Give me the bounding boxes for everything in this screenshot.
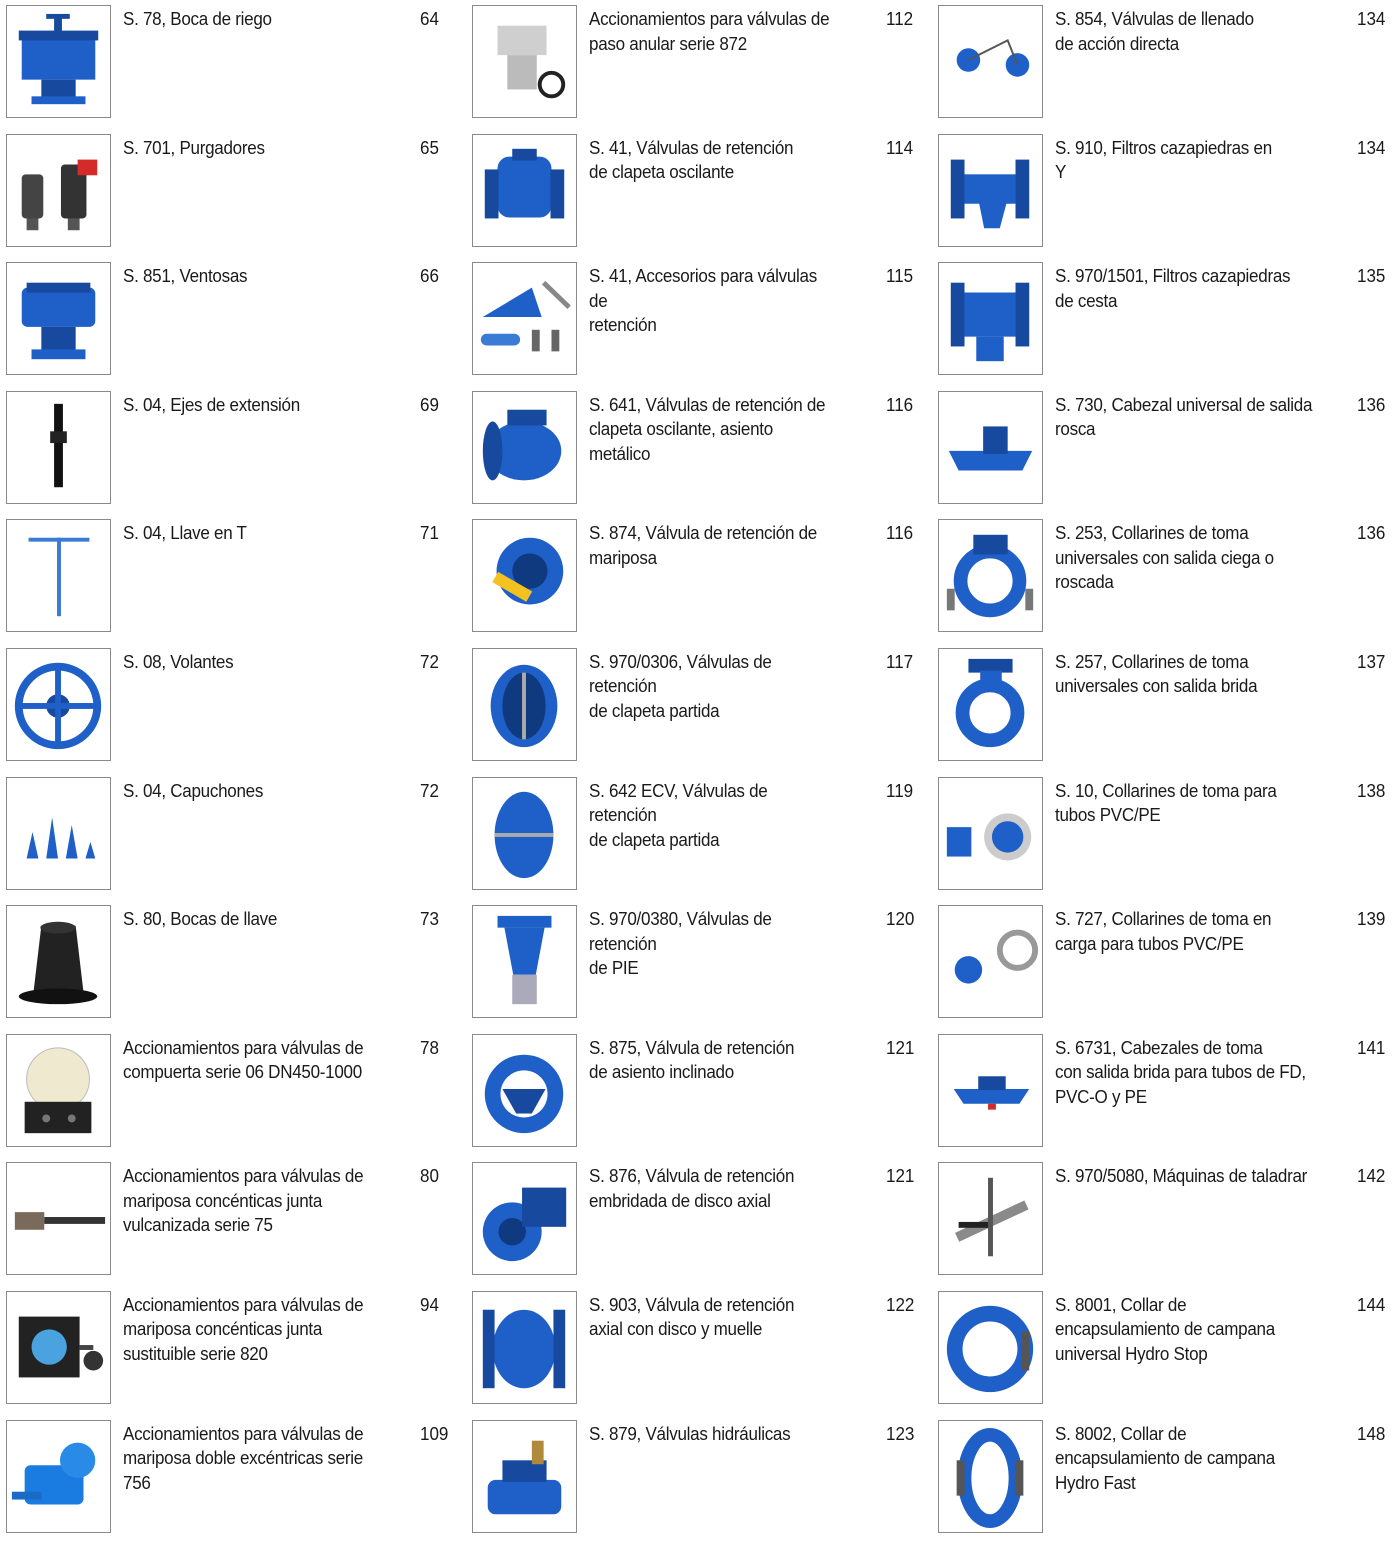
- page-number: 136: [1357, 522, 1386, 544]
- entry-title: S. 10, Collarines de toma para tubos PVC/PE: [1055, 779, 1277, 826]
- index-entry[interactable]: [0, 134, 466, 263]
- index-entry[interactable]: [932, 262, 1399, 391]
- page-number: 73: [420, 908, 439, 930]
- product-thumbnail: [472, 5, 577, 118]
- entry-title: Accionamientos para válvulas de paso anular serie 872: [589, 8, 830, 54]
- product-thumbnail: [472, 262, 577, 375]
- hydro-fast-clamp-icon: [939, 1421, 1042, 1532]
- pvc-saddle-icon: [939, 778, 1042, 889]
- spring-check-valve-icon: [473, 1292, 576, 1403]
- page-number: 139: [1357, 908, 1386, 930]
- index-entry[interactable]: [466, 519, 932, 648]
- product-thumbnail: [472, 905, 577, 1018]
- index-entry[interactable]: [0, 262, 466, 391]
- index-entry[interactable]: [466, 5, 932, 134]
- page-number: 123: [886, 1422, 915, 1444]
- metal-seat-check-valve-icon: [473, 392, 576, 503]
- entry-title: S. 730, Cabezal universal de salida rosca: [1055, 393, 1313, 440]
- page-number: 115: [886, 265, 914, 287]
- page-number: 134: [1357, 8, 1386, 29]
- page-number: 138: [1357, 779, 1386, 801]
- product-thumbnail: [938, 1034, 1043, 1147]
- product-thumbnail: [938, 1420, 1043, 1533]
- index-entry[interactable]: [0, 1420, 466, 1548]
- entry-title: Accionamientos para válvulas de compuerta serie 06 DN450-1000: [123, 1036, 364, 1083]
- product-thumbnail: [6, 777, 111, 890]
- entry-title: S. 875, Válvula de retención de asiento inclinado: [589, 1036, 795, 1083]
- air-purger-icon: [7, 135, 110, 246]
- hydrant-box-icon: [7, 6, 110, 117]
- tapping-saddle-icon: [939, 520, 1042, 631]
- product-thumbnail: [472, 134, 577, 247]
- flanged-tapping-head-icon: [939, 1035, 1042, 1146]
- page-number: 66: [420, 265, 439, 287]
- product-thumbnail: [6, 5, 111, 118]
- page-number: 72: [420, 779, 439, 801]
- entry-title: S. 80, Bocas de llave: [123, 908, 278, 930]
- index-entry[interactable]: [466, 777, 932, 906]
- index-entry[interactable]: [466, 1420, 932, 1548]
- product-thumbnail: [472, 1291, 577, 1404]
- page-number: 119: [886, 779, 914, 801]
- entry-title: S. 970/1501, Filtros cazapiedras de cesta: [1055, 265, 1291, 311]
- page-number: 64: [420, 8, 439, 29]
- entry-title: S. 641, Válvulas de retención de clapeta oscilante, asiento metálico: [589, 393, 826, 464]
- entry-title: S. 642 ECV, Válvulas de retención de clapeta partida: [589, 779, 768, 850]
- entry-title: S. 910, Filtros cazapiedras en Y: [1055, 136, 1272, 183]
- tilted-disc-check-valve-icon: [473, 1035, 576, 1146]
- page-number: 144: [1357, 1293, 1386, 1315]
- entry-title: S. 851, Ventosas: [123, 265, 248, 287]
- product-thumbnail: [938, 262, 1043, 375]
- extension-spindle-icon: [7, 392, 110, 503]
- page-number: 135: [1357, 265, 1386, 287]
- entry-title: S. 04, Ejes de extensión: [123, 393, 300, 415]
- index-entry[interactable]: [932, 519, 1399, 648]
- entry-title: S. 8002, Collar de encapsulamiento de campana Hydro Fast: [1055, 1422, 1275, 1493]
- entry-title: S. 701, Purgadores: [123, 136, 265, 158]
- butterfly-check-valve-icon: [473, 520, 576, 631]
- worm-gear-actuator-icon: [7, 1421, 110, 1532]
- product-thumbnail: [472, 777, 577, 890]
- product-thumbnail: [472, 648, 577, 761]
- entry-title: S. 879, Válvulas hidráulicas: [589, 1422, 791, 1444]
- page-number: 121: [886, 1036, 915, 1058]
- product-thumbnail: [938, 519, 1043, 632]
- page-number: 65: [420, 136, 439, 158]
- product-thumbnail: [6, 1291, 111, 1404]
- entry-title: S. 854, Válvulas de llenado de acción directa: [1055, 8, 1254, 54]
- index-entry[interactable]: [0, 905, 466, 1034]
- entry-title: S. 04, Llave en T: [123, 522, 247, 544]
- caps-icon: [7, 778, 110, 889]
- index-entry[interactable]: [0, 1291, 466, 1420]
- page-number: 114: [886, 136, 914, 158]
- page-number: 136: [1357, 393, 1386, 415]
- entry-title: S. 8001, Collar de encapsulamiento de campana universal Hydro Stop: [1055, 1293, 1275, 1364]
- entry-title: S. 41, Válvulas de retención de clapeta oscilante: [589, 136, 794, 183]
- dual-plate-check-valve-icon: [473, 649, 576, 760]
- page-number: 122: [886, 1293, 915, 1315]
- axial-disc-check-valve-icon: [473, 1163, 576, 1274]
- electric-actuator-icon: [473, 6, 576, 117]
- product-thumbnail: [6, 905, 111, 1018]
- page-number: 134: [1357, 136, 1386, 158]
- product-thumbnail: [6, 1420, 111, 1533]
- entry-title: S. 970/0380, Válvulas de retención de PIE: [589, 908, 772, 979]
- product-thumbnail: [6, 391, 111, 504]
- index-entry[interactable]: [932, 777, 1399, 906]
- page-number: 116: [886, 522, 914, 544]
- page-number: 72: [420, 650, 439, 672]
- drilling-machine-icon: [939, 1163, 1042, 1274]
- y-strainer-icon: [939, 135, 1042, 246]
- page-number: 148: [1357, 1422, 1386, 1444]
- gearbox-actuator-icon: [7, 1035, 110, 1146]
- page-number: 80: [420, 1165, 439, 1187]
- entry-title: S. 727, Collarines de toma en carga para tubos PVC/PE: [1055, 908, 1272, 954]
- foot-valve-icon: [473, 906, 576, 1017]
- index-entry[interactable]: [0, 5, 466, 134]
- wafer-check-valve-icon: [473, 778, 576, 889]
- product-thumbnail: [938, 134, 1043, 247]
- page-number: 121: [886, 1165, 915, 1187]
- page-number: 141: [1357, 1036, 1386, 1058]
- product-thumbnail: [6, 648, 111, 761]
- entry-title: S. 970/0306, Válvulas de retención de clapeta partida: [589, 650, 772, 721]
- product-thumbnail: [6, 134, 111, 247]
- page-number: 117: [886, 650, 914, 672]
- handwheel-icon: [7, 649, 110, 760]
- index-entry[interactable]: [466, 391, 932, 520]
- product-thumbnail: [472, 1420, 577, 1533]
- page-number: 109: [420, 1422, 449, 1444]
- product-thumbnail: [938, 1162, 1043, 1275]
- product-thumbnail: [6, 262, 111, 375]
- index-entry[interactable]: [0, 777, 466, 906]
- pressure-saddle-icon: [939, 906, 1042, 1017]
- product-thumbnail: [472, 1034, 577, 1147]
- hydraulic-valve-icon: [473, 1421, 576, 1532]
- index-entry[interactable]: [466, 262, 932, 391]
- index-entry[interactable]: [466, 648, 932, 777]
- index-entry[interactable]: [466, 1162, 932, 1291]
- product-thumbnail: [472, 1162, 577, 1275]
- index-entry[interactable]: [466, 1034, 932, 1163]
- t-key-icon: [7, 520, 110, 631]
- index-entry[interactable]: [932, 1420, 1399, 1548]
- page-number: 69: [420, 393, 439, 415]
- product-thumbnail: [938, 5, 1043, 118]
- index-entry[interactable]: [0, 1034, 466, 1163]
- page-number: 71: [420, 522, 439, 544]
- index-entry[interactable]: [932, 905, 1399, 1034]
- bell-joint-clamp-icon: [939, 1292, 1042, 1403]
- index-entry[interactable]: [0, 519, 466, 648]
- entry-title: S. 04, Capuchones: [123, 779, 264, 801]
- entry-title: S. 970/5080, Máquinas de taladrar: [1055, 1165, 1308, 1187]
- tapping-head-icon: [939, 392, 1042, 503]
- entry-title: S. 257, Collarines de toma universales con salida brida: [1055, 650, 1258, 697]
- page-number: 94: [420, 1293, 439, 1315]
- product-thumbnail: [472, 519, 577, 632]
- entry-title: S. 874, Válvula de retención de mariposa: [589, 522, 818, 568]
- filling-valve-icon: [939, 6, 1042, 117]
- index-entry[interactable]: [932, 1034, 1399, 1163]
- product-thumbnail: [472, 391, 577, 504]
- page-number: 112: [886, 8, 914, 29]
- entry-title: S. 08, Volantes: [123, 650, 234, 672]
- entry-title: S. 6731, Cabezales de toma con salida brida para tubos de FD, PVC-O y PE: [1055, 1036, 1306, 1107]
- page-number: 120: [886, 908, 915, 930]
- entry-title: S. 903, Válvula de retención axial con disco y muelle: [589, 1293, 795, 1340]
- index-entry[interactable]: [466, 1291, 932, 1420]
- entry-title: S. 253, Collarines de toma universales con salida ciega o roscada: [1055, 522, 1274, 593]
- index-entry[interactable]: [932, 5, 1399, 134]
- air-valve-icon: [7, 263, 110, 374]
- index-entry[interactable]: [932, 1291, 1399, 1420]
- surface-box-icon: [7, 906, 110, 1017]
- flanged-saddle-icon: [939, 649, 1042, 760]
- page-number: 137: [1357, 650, 1386, 672]
- entry-title: S. 876, Válvula de retención embridada de disco axial: [589, 1165, 795, 1211]
- page-number: 142: [1357, 1165, 1386, 1187]
- product-thumbnail: [938, 777, 1043, 890]
- product-thumbnail: [6, 1034, 111, 1147]
- index-entry[interactable]: [932, 648, 1399, 777]
- entry-title: Accionamientos para válvulas de mariposa doble excéntricas serie 756: [123, 1422, 364, 1493]
- index-entry[interactable]: [932, 1162, 1399, 1291]
- index-entry[interactable]: [466, 134, 932, 263]
- index-entry[interactable]: [932, 134, 1399, 263]
- basket-strainer-icon: [939, 263, 1042, 374]
- page-number: 78: [420, 1036, 439, 1058]
- product-thumbnail: [938, 391, 1043, 504]
- product-thumbnail: [938, 905, 1043, 1018]
- product-thumbnail: [938, 648, 1043, 761]
- index-entry[interactable]: [932, 391, 1399, 520]
- index-entry[interactable]: [466, 905, 932, 1034]
- gear-actuator-icon: [7, 1292, 110, 1403]
- lever-actuator-icon: [7, 1163, 110, 1274]
- product-thumbnail: [6, 519, 111, 632]
- product-thumbnail: [6, 1162, 111, 1275]
- entry-title: Accionamientos para válvulas de mariposa concénticas junta sustituible serie 820: [123, 1293, 364, 1364]
- index-entry[interactable]: [0, 391, 466, 520]
- product-thumbnail: [938, 1291, 1043, 1404]
- index-entry[interactable]: [0, 1162, 466, 1291]
- index-entry[interactable]: [0, 648, 466, 777]
- entry-title: S. 78, Boca de riego: [123, 8, 272, 29]
- swing-check-valve-icon: [473, 135, 576, 246]
- entry-title: S. 41, Accesorios para válvulas de retención: [589, 265, 817, 336]
- page-number: 116: [886, 393, 914, 415]
- entry-title: Accionamientos para válvulas de mariposa concénticas junta vulcanizada serie 75: [123, 1165, 364, 1236]
- check-valve-accessories-icon: [473, 263, 576, 374]
